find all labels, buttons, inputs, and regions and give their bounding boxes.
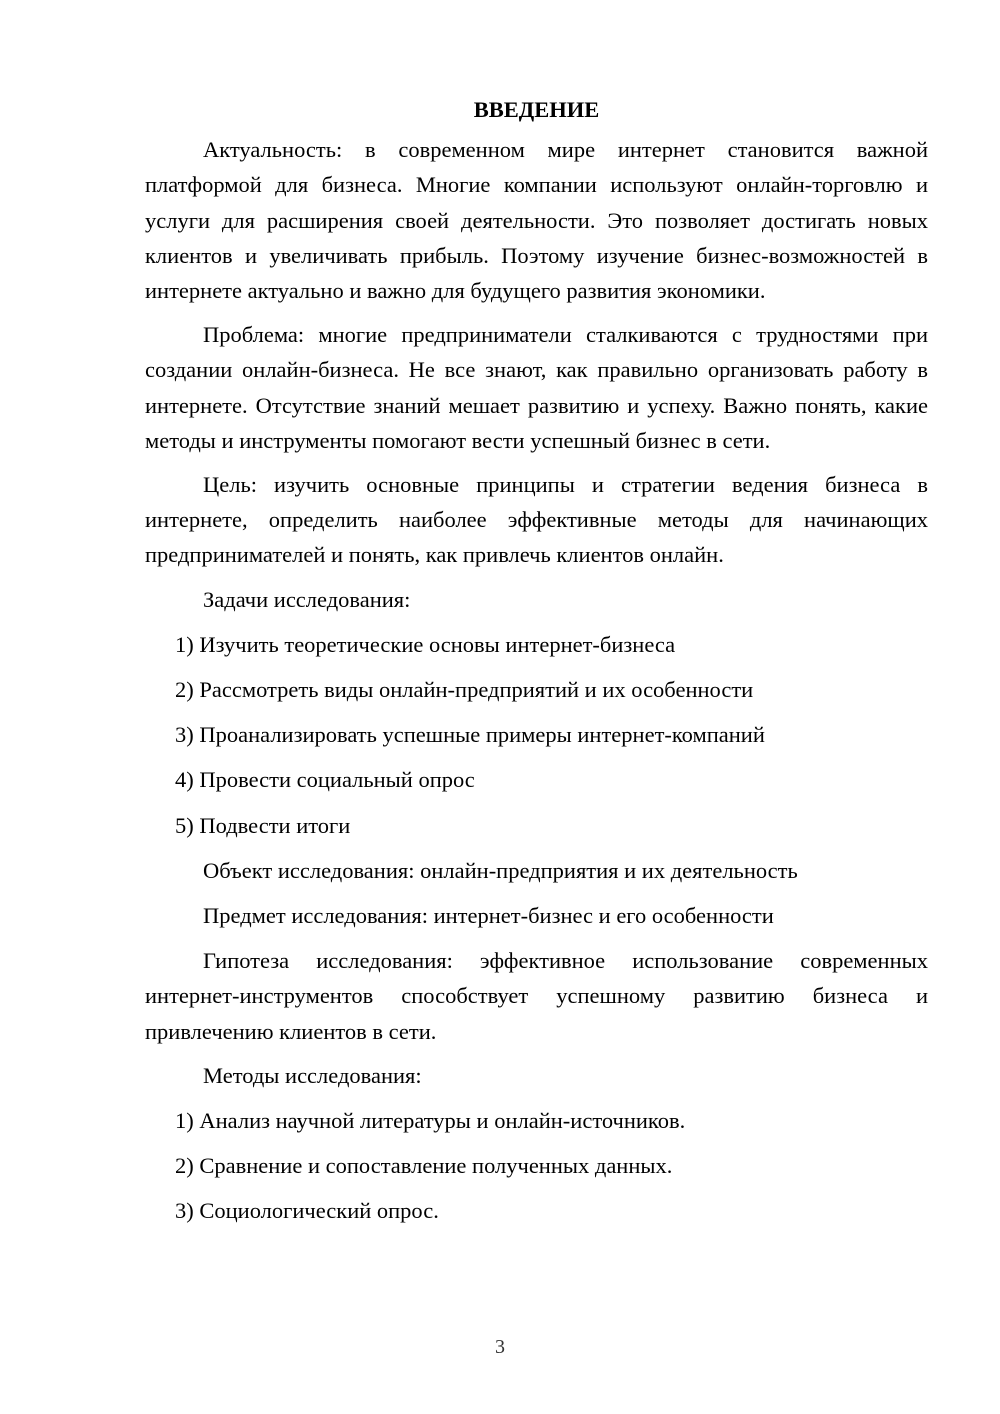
methods-heading: Методы исследования: <box>203 1062 422 1088</box>
task-item: 4) Провести социальный опрос <box>175 767 475 793</box>
problem-paragraph: Проблема: многие предприниматели сталкиваются с трудностями при создании онлайн-бизнеса. Не все знают, как правильно организовать работу в интернете. Отсутствие знаний мешает развитию и успеху. Важно понять, какие методы и инструменты помогают вести успешный бизнес в сети. <box>145 322 928 453</box>
page-number: 3 <box>495 1336 505 1358</box>
tasks-list <box>145 627 928 843</box>
method-item: 3) Социологический опрос. <box>175 1198 439 1224</box>
task-item: 5) Подвести итоги <box>175 812 351 838</box>
document-body <box>145 92 928 1239</box>
relevance-paragraph: Актуальность: в современном мире интернет становится важной платформой для бизнеса. Многие компании используют онлайн-торговлю и услуги для расширения своей деятельности. Это позволяет достигать новых клиентов и увеличивать прибыль. Поэтому изучение бизнес-возможностей в интернете актуально и важно для будущего развития экономики. <box>145 137 928 304</box>
task-item: 1) Изучить теоретические основы интернет-бизнеса <box>175 631 676 657</box>
methods-list <box>145 1103 928 1229</box>
research-object: Объект исследования: онлайн-предприятия и их деятельность <box>203 857 798 883</box>
method-item: 1) Анализ научной литературы и онлайн-источников. <box>175 1108 686 1134</box>
task-item: 2) Рассмотреть виды онлайн-предприятий и их особенности <box>175 677 754 703</box>
goal-paragraph: Цель: изучить основные принципы и стратегии ведения бизнеса в интернете, определить наиболее эффективные методы для начинающих предпринимателей и понять, как привлечь клиентов онлайн. <box>145 472 928 568</box>
task-item: 3) Проанализировать успешные примеры интернет-компаний <box>175 722 765 748</box>
hypothesis-paragraph: Гипотеза исследования: эффективное использование современных интернет-инструментов способствует успешному развитию бизнеса и привлечению клиентов в сети. <box>145 948 928 1044</box>
tasks-heading: Задачи исследования: <box>203 586 411 612</box>
section-title: ВВЕДЕНИЕ <box>473 97 600 122</box>
research-subject: Предмет исследования: интернет-бизнес и его особенности <box>203 903 774 929</box>
method-item: 2) Сравнение и сопоставление полученных данных. <box>175 1153 673 1179</box>
